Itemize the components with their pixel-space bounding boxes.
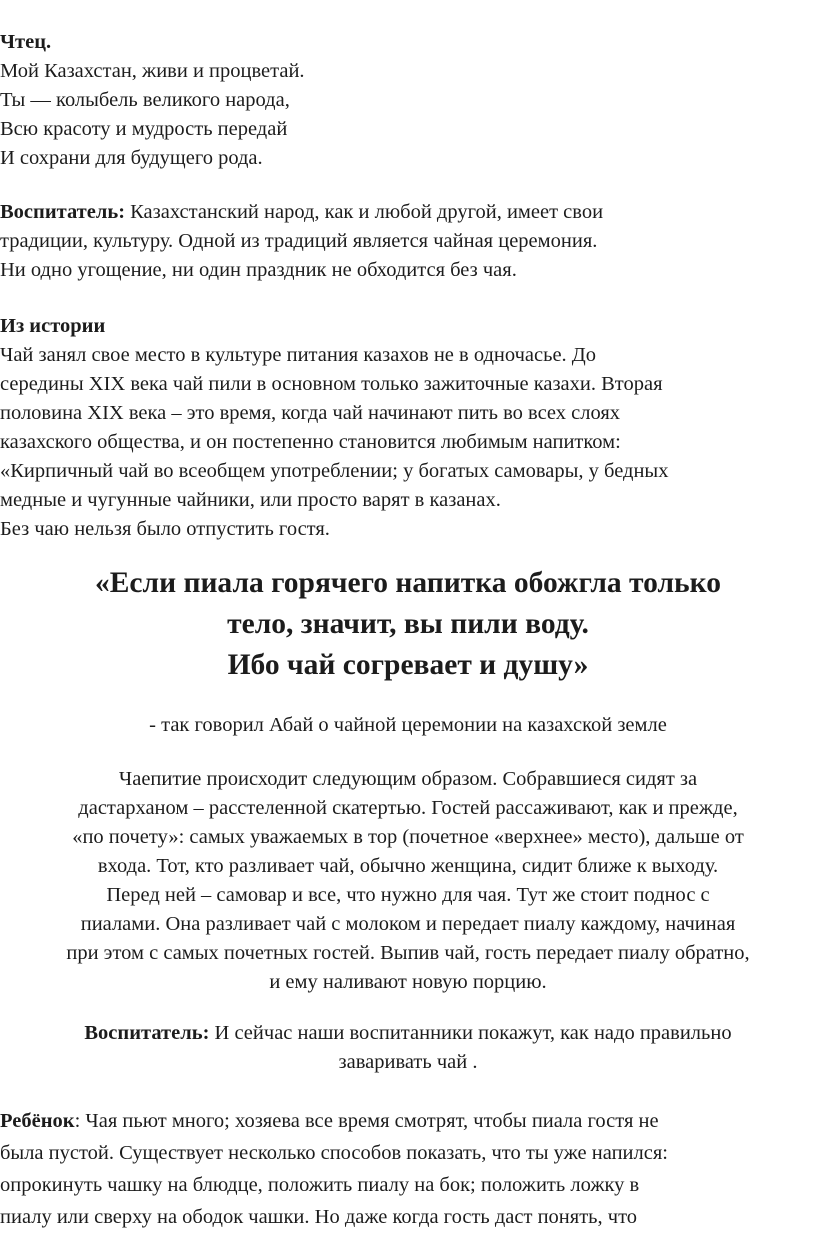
poem-line: И сохрани для будущего рода. xyxy=(0,147,263,169)
educator-line xyxy=(0,198,812,227)
ceremony-line: дастарханом – расстеленной скатертью. Гостей рассаживают, как и прежде, xyxy=(78,797,738,819)
child-label: Ребёнок xyxy=(0,1110,75,1132)
child-line: пиалу или сверху на ободок чашки. Но даже когда гость даст понять, что xyxy=(0,1206,638,1228)
history-line: середины XIX века чай пили в основном только зажиточные казахи. Вторая xyxy=(0,373,663,395)
ceremony-line: и ему наливают новую порцию. xyxy=(269,971,547,993)
ceremony-line: «по почету»: самых уважаемых в тор (почетное «верхнее» место), дальше от xyxy=(72,826,744,848)
ceremony-line: пиалами. Она разливает чай с молоком и передает пиалу каждому, начиная xyxy=(80,913,736,935)
child-line: была пустой. Существует несколько способов показать, что ты уже напился: xyxy=(0,1142,668,1164)
ceremony-line: Перед ней – самовар и все, что нужно для чая. Тут же стоит поднос с xyxy=(106,884,710,906)
educator-section-1 xyxy=(0,198,812,285)
educator-label: Воспитатель: xyxy=(0,201,126,223)
quote-line: Ибо чай согревает и душу» xyxy=(227,649,589,681)
educator-line xyxy=(0,1019,816,1048)
reader-label: Чтец. xyxy=(0,31,52,53)
child-line xyxy=(0,1105,812,1137)
educator-line: Ни одно угощение, ни один праздник не обходится без чая. xyxy=(0,259,517,281)
reader-section xyxy=(0,28,812,173)
poem-line: Ты — колыбель великого народа, xyxy=(0,89,290,111)
quote-line: тело, значит, вы пили воду. xyxy=(227,608,589,640)
history-line: Без чаю нельзя было отпустить гостя. xyxy=(0,518,330,540)
poem-line: Всю красоту и мудрость передай xyxy=(0,118,288,140)
ceremony-line: Чаепитие происходит следующим образом. Собравшиеся сидят за xyxy=(118,768,698,790)
educator-section-2 xyxy=(0,1019,816,1077)
poem-line: Мой Казахстан, живи и процветай. xyxy=(0,60,305,82)
ceremony-line: входа. Тот, кто разливает чай, обычно женщина, сидит ближе к выходу. xyxy=(97,855,719,877)
abai-quote xyxy=(0,563,816,686)
ceremony-line: при этом с самых почетных гостей. Выпив чай, гость передает пиалу обратно, xyxy=(66,942,750,964)
educator-line: заваривать чай . xyxy=(338,1051,478,1073)
educator-label: Воспитатель: xyxy=(84,1022,210,1044)
history-line: половина XIX века – это время, когда чай начинают пить во всех слоях xyxy=(0,402,620,424)
history-line: казахского общества, и он постепенно становится любимым напитком: xyxy=(0,431,621,453)
child-section xyxy=(0,1105,812,1233)
quote-attribution: - так говорил Абай о чайной церемонии на казахской земле xyxy=(149,714,667,736)
educator-text: Казахстанский народ, как и любой другой, имеет свои xyxy=(125,201,604,223)
history-line: Чай занял свое место в культуре питания казахов не в одночасье. До xyxy=(0,344,597,366)
child-line: опрокинуть чашку на блюдце, положить пиалу на бок; положить ложку в xyxy=(0,1174,640,1196)
history-line: «Кирпичный чай во всеобщем употреблении; у богатых самовары, у бедных xyxy=(0,460,669,482)
quote-line: «Если пиала горячего напитка обожгла только xyxy=(95,567,721,599)
history-section xyxy=(0,312,812,544)
educator-text: И сейчас наши воспитанники покажут, как надо правильно xyxy=(209,1022,732,1044)
ceremony-section xyxy=(0,765,816,997)
history-heading: Из истории xyxy=(0,315,106,337)
educator-line: традиции, культуру. Одной из традиций является чайная церемония. xyxy=(0,230,598,252)
history-line: медные и чугунные чайники, или просто варят в казанах. xyxy=(0,489,501,511)
child-text: : Чая пьют много; хозяева все время смотрят, чтобы пиала гостя не xyxy=(74,1110,659,1132)
